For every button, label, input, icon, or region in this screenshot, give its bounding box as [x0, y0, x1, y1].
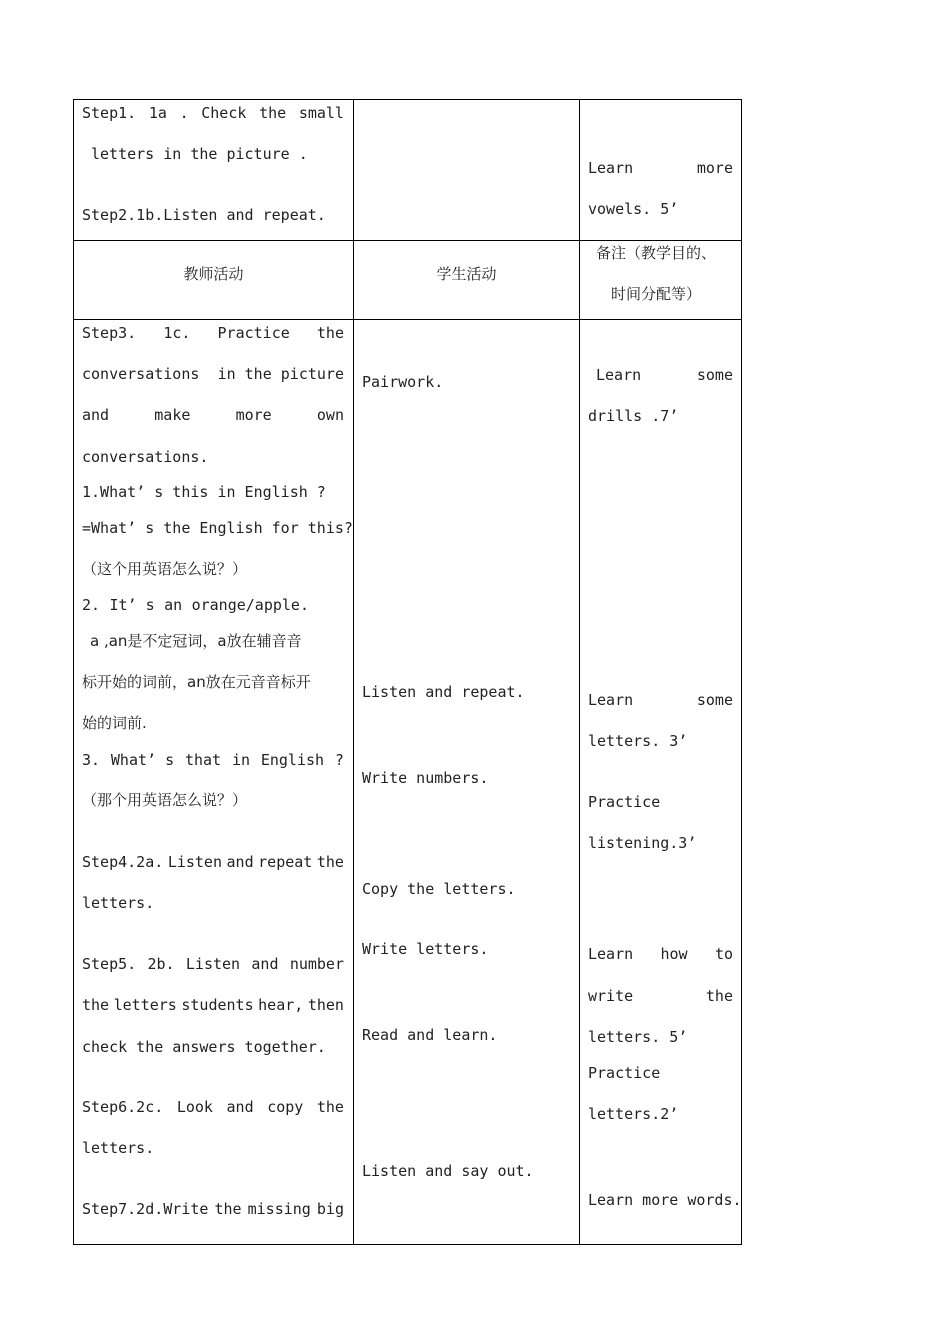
row1-col1-line3: Step2.1b.Listen and repeat. [82, 206, 326, 224]
col3-e2: letters.2’ [588, 1105, 679, 1123]
row1-col1-line2: letters in the picture . [91, 145, 308, 163]
col3-d2: write the [588, 987, 733, 1005]
col1-line11: 始的词前. [82, 714, 147, 732]
header-notes-line2: 时间分配等） [611, 285, 702, 303]
header-notes-line1: 备注（教学目的、 [596, 244, 717, 262]
row1-col3-line2: vowels. 5’ [588, 200, 679, 218]
col1-line10: 标开始的词前，an放在元音音标开 [82, 673, 311, 691]
col3-e1: Practice [588, 1064, 661, 1082]
col1-line19: Step6.2c. Look and copy the [82, 1098, 344, 1116]
col2-pairwork: Pairwork. [362, 373, 444, 391]
col1-line7: （这个用英语怎么说？） [82, 560, 248, 578]
table-divider-header [73, 319, 742, 320]
col2-write-letters: Write letters. [362, 940, 489, 958]
col2-listen-repeat: Listen and repeat. [362, 683, 525, 701]
col3-b1: Learn some [588, 691, 733, 709]
table-border-right [741, 99, 742, 1245]
header-student-activity: 学生活动 [436, 265, 497, 283]
col1-line13: （那个用英语怎么说？） [82, 791, 248, 809]
col1-line12: 3. What’ s that in English ? [82, 751, 344, 769]
row1-col1-line1: Step1. 1a . Check the small [82, 104, 344, 122]
col3-a2: drills .7’ [588, 407, 679, 425]
col1-line4: conversations. [82, 448, 209, 466]
header-teacher-activity: 教师活动 [183, 265, 244, 283]
col2-copy-letters: Copy the letters. [362, 880, 516, 898]
col1-line3: and make more own [82, 406, 344, 424]
col1-line5: 1.What’ s this in English ? [82, 483, 326, 501]
col1-line18: check the answers together. [82, 1038, 326, 1056]
col2-listen-say: Listen and say out. [362, 1162, 534, 1180]
col2-write-numbers: Write numbers. [362, 769, 489, 787]
col2-read-learn: Read and learn. [362, 1026, 498, 1044]
col1-line17: the letters students hear, then [82, 996, 344, 1014]
col1-line1: Step3. 1c. Practice the [82, 324, 344, 342]
col3-d3: letters. 5’ [588, 1028, 688, 1046]
col3-a1: Learn some [596, 366, 733, 384]
table-border-bottom [73, 1244, 742, 1245]
col3-b2: letters. 3’ [588, 732, 688, 750]
col1-line14: Step4.2a. Listen and repeat the [82, 853, 344, 871]
col3-c2: listening.3’ [588, 834, 697, 852]
col1-line21: Step7.2d.Write the missing big [82, 1200, 344, 1218]
table-divider-row1 [73, 240, 742, 241]
col1-line15: letters. [82, 894, 155, 912]
col1-line20: letters. [82, 1139, 155, 1157]
table-divider-col2 [579, 99, 580, 1245]
col1-line8: 2. It’ s an orange/apple. [82, 596, 309, 614]
col3-d1: Learn how to [588, 945, 733, 963]
table-border-top [73, 99, 742, 100]
row1-col3-line1: Learn more [588, 159, 733, 177]
col1-line9: a ,an是不定冠词，a放在辅音音 [90, 632, 302, 650]
col3-f1: Learn more words. [588, 1191, 742, 1209]
col1-line16: Step5. 2b. Listen and number [82, 955, 344, 973]
col1-line6: =What’ s the English for this? [82, 519, 353, 537]
col1-line2: conversations in the picture [82, 365, 344, 383]
col3-c1: Practice [588, 793, 661, 811]
